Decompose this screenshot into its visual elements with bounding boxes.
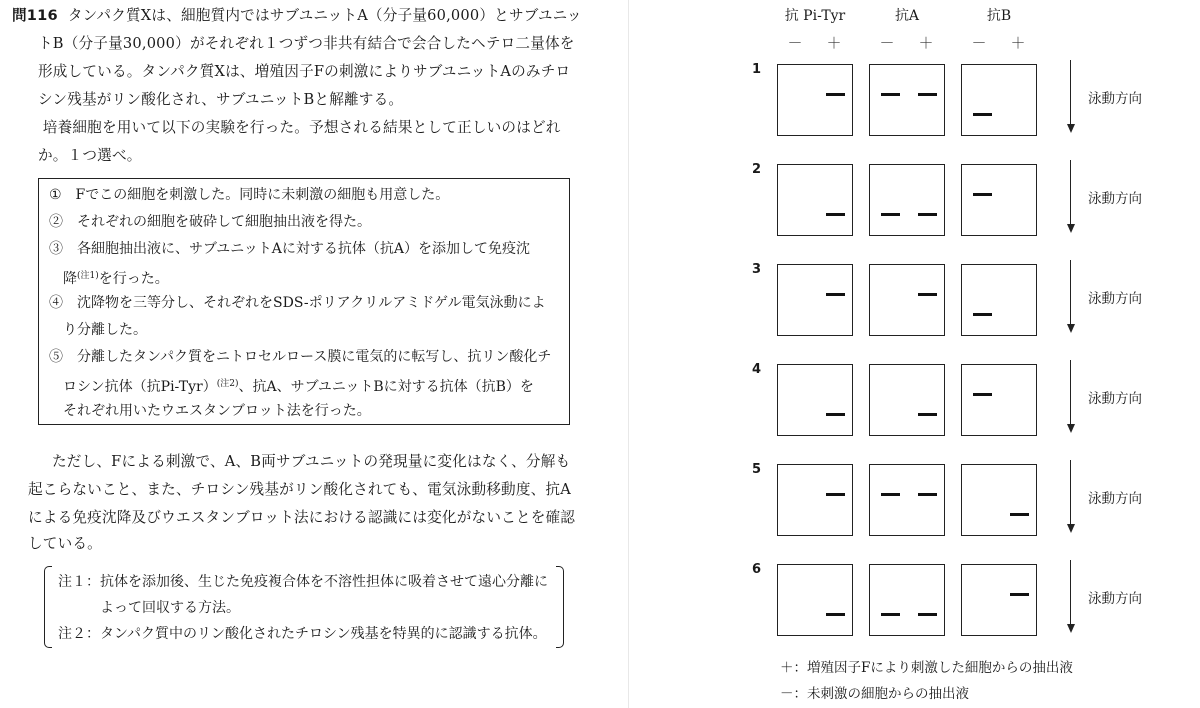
condition-line: ただし、Fによる刺激で、A、B両サブユニットの発現量に変化はなく、分解も (52, 453, 571, 470)
blot-panel (869, 164, 945, 236)
question-line: トB（分子量30,000）がそれぞれ１つずつ非共有結合で会合したヘテロ二量体を (38, 35, 575, 52)
lane-sign-plus: ＋ (826, 34, 842, 52)
option-number: 1 (752, 62, 762, 77)
footnote-line: 注１：抗体を添加後、生じた免疫複合体を不溶性担体に吸着させて遠心分離に (58, 574, 548, 590)
procedure-step: ロシン抗体（抗Pi-Tyr）$^{(注2)}$、抗A、サブユニットBに対する抗体（抗B）を (49, 379, 534, 395)
blot-band (973, 113, 992, 116)
blot-band (826, 293, 845, 296)
question-line: か。１つ選べ。 (38, 147, 142, 164)
bracket-right (556, 566, 564, 648)
procedure-step: ④ 沈降物を三等分し、それぞれをSDS-ポリアクリルアミドゲル電気泳動によ (49, 295, 546, 311)
blot-panel (961, 464, 1037, 536)
blot-band (1010, 593, 1029, 596)
blot-band (881, 93, 900, 96)
blot-panel (777, 564, 853, 636)
direction-arrow (1070, 460, 1071, 526)
blot-band (826, 613, 845, 616)
direction-arrow (1070, 60, 1071, 126)
direction-arrow (1070, 160, 1071, 226)
direction-label: 泳動方向 (1088, 191, 1142, 207)
footnote-line: よって回収する方法。 (58, 600, 240, 616)
blot-band (826, 413, 845, 416)
arrow-head-icon (1067, 624, 1075, 633)
column-header: 抗B (986, 8, 1012, 24)
arrow-head-icon (1067, 424, 1075, 433)
blot-band (918, 293, 937, 296)
direction-label: 泳動方向 (1088, 491, 1142, 507)
blot-panel (869, 64, 945, 136)
blot-panel (961, 164, 1037, 236)
option-number: 6 (752, 562, 762, 577)
bracket-left (44, 566, 52, 648)
question-line: 培養細胞を用いて以下の実験を行った。予想される結果として正しいのはどれ (28, 119, 561, 136)
blot-band (918, 613, 937, 616)
lane-sign-plus: ＋ (1010, 34, 1026, 52)
procedure-step: ② それぞれの細胞を破砕して細胞抽出液を得た。 (49, 214, 371, 230)
blot-band (826, 213, 845, 216)
blot-band (918, 93, 937, 96)
blot-band (881, 613, 900, 616)
blot-panel (961, 364, 1037, 436)
blot-band (973, 193, 992, 196)
condition-line: 起こらないこと、また、チロシン残基がリン酸化されても、電気泳動移動度、抗A (28, 481, 571, 498)
option-number: 2 (752, 162, 762, 177)
blot-band (973, 313, 992, 316)
blot-panel (869, 364, 945, 436)
question-line: 形成している。タンパク質Xは、増殖因子Fの刺激によりサブユニットAのみチロ (38, 63, 571, 80)
procedure-step: ⑤ 分離したタンパク質をニトロセルロース膜に電気的に転写し、抗リン酸化チ (49, 349, 552, 365)
blot-band (1010, 513, 1029, 516)
blot-panel (869, 464, 945, 536)
blot-panel (961, 564, 1037, 636)
blot-panel (961, 264, 1037, 336)
direction-label: 泳動方向 (1088, 591, 1142, 607)
blot-band (918, 493, 937, 496)
blot-band (918, 213, 937, 216)
condition-line: による免疫沈降及びウエスタンブロット法における認識には変化がないことを確認 (28, 509, 576, 526)
blot-panel (961, 64, 1037, 136)
blot-panel (777, 164, 853, 236)
legend-minus: －：未刺激の細胞からの抽出液 (780, 686, 969, 702)
arrow-head-icon (1067, 124, 1075, 133)
procedure-step: 降$^{(注1)}$を行った。 (49, 271, 169, 287)
blot-panel (777, 464, 853, 536)
direction-label: 泳動方向 (1088, 291, 1142, 307)
direction-arrow (1070, 360, 1071, 426)
procedure-step: り分離した。 (49, 322, 147, 338)
column-header: 抗 Pi-Tyr (784, 8, 846, 24)
page-gutter (628, 0, 629, 708)
blot-band (918, 413, 937, 416)
procedure-step: ① Fでこの細胞を刺激した。同時に未刺激の細胞も用意した。 (49, 187, 450, 203)
blot-band (826, 93, 845, 96)
direction-label: 泳動方向 (1088, 391, 1142, 407)
direction-label: 泳動方向 (1088, 91, 1142, 107)
question-line (12, 6, 582, 26)
blot-panel (869, 264, 945, 336)
option-number: 4 (752, 362, 762, 377)
blot-band (973, 393, 992, 396)
legend-plus: ＋：増殖因子Fにより刺激した細胞からの抽出液 (780, 660, 1073, 676)
condition-line: している。 (28, 535, 102, 552)
option-number: 3 (752, 262, 762, 277)
arrow-head-icon (1067, 324, 1075, 333)
column-header: 抗A (894, 8, 920, 24)
procedure-step: それぞれ用いたウエスタンブロット法を行った。 (49, 403, 371, 419)
direction-arrow (1070, 260, 1071, 326)
question-text: タンパク質Xは、細胞質内ではサブユニットA（分子量60,000）とサブユニッ (67, 7, 582, 24)
blot-panel (777, 64, 853, 136)
blot-band (881, 493, 900, 496)
blot-band (881, 213, 900, 216)
lane-sign-minus: － (787, 34, 803, 52)
footnote-ref: (注2) (216, 379, 239, 389)
blot-band (826, 493, 845, 496)
procedure-step: ③ 各細胞抽出液に、サブユニットAに対する抗体（抗A）を添加して免疫沈 (49, 241, 530, 257)
footnote-line: 注２：タンパク質中のリン酸化されたチロシン残基を特異的に認識する抗体。 (58, 626, 547, 642)
blot-panel (869, 564, 945, 636)
lane-sign-minus: － (971, 34, 987, 52)
direction-arrow (1070, 560, 1071, 626)
footnote-ref: (注1) (77, 271, 99, 281)
question-number: 問116 (12, 7, 58, 24)
figure-page (640, 0, 1200, 708)
procedure-box (38, 178, 570, 425)
arrow-head-icon (1067, 224, 1075, 233)
question-line: シン残基がリン酸化され、サブユニットBと解離する。 (38, 91, 404, 108)
blot-panel (777, 264, 853, 336)
lane-sign-minus: － (879, 34, 895, 52)
arrow-head-icon (1067, 524, 1075, 533)
footnotes (44, 566, 564, 650)
option-number: 5 (752, 462, 762, 477)
blot-panel (777, 364, 853, 436)
lane-sign-plus: ＋ (918, 34, 934, 52)
